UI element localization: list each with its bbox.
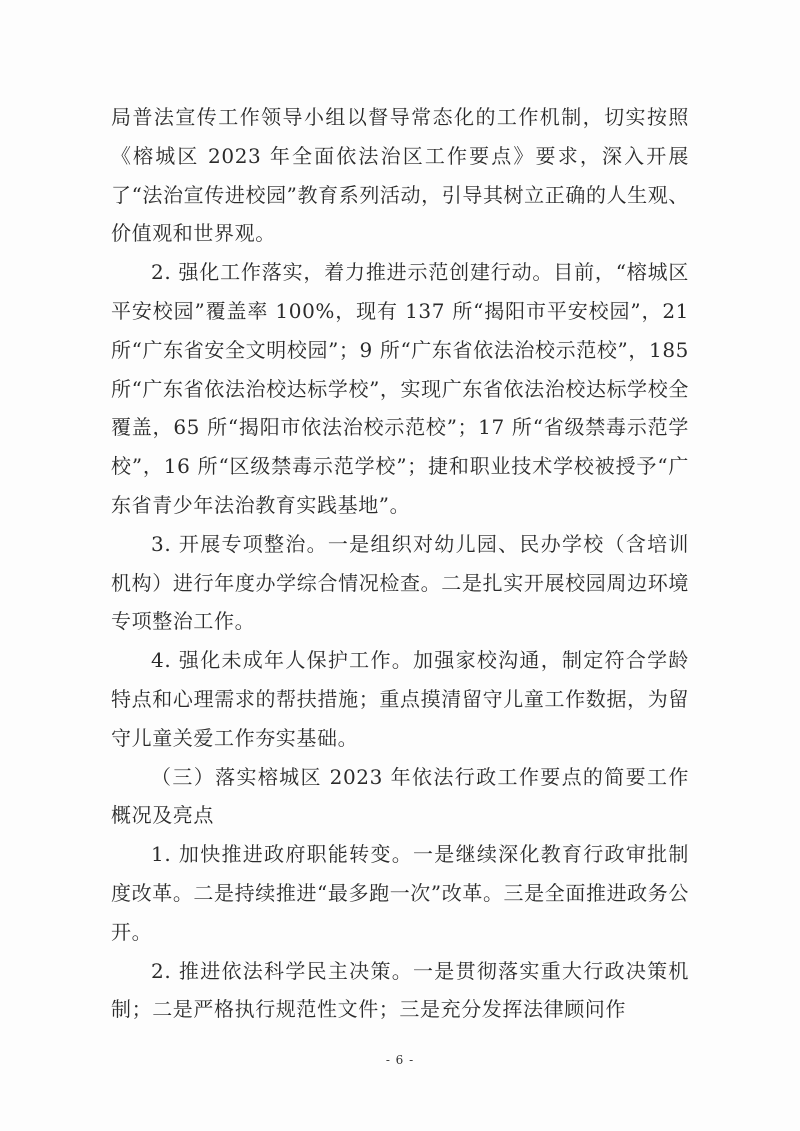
paragraph-demonstration-campaign: 2. 强化工作落实，着力推进示范创建行动。目前，“榕城区平安校园”覆盖率 100%，现有 137 所“揭阳市平安校园”，21 所“广东省安全文明校园”；9 所“广东省依法治校示范校”，185 所“广东省依法治校达标学校”，实现广东省依法治校达标学校全覆盖，65 所“揭阳市依法治校示范校”；17 所“省级禁毒示范学校”，16 所“区级禁毒示范学校”；捷和职业技术学校被授予“广东省青少年法治教育实践基地”。 (111, 260, 689, 517)
paragraph-decision-making: 2. 推进依法科学民主决策。一是贯彻落实重大行政决策机制；二是严格执行规范性文件；三是充分发挥法律顾问作 (111, 958, 689, 1022)
paragraph-minor-protection: 4. 强化未成年人保护工作。加强家校沟通，制定符合学龄特点和心理需求的帮扶措施；重点摸清留守儿童工作数据，为留守儿童关爱工作夯实基础。 (111, 648, 689, 750)
paragraph-special-rectification: 3. 开展专项整治。一是组织对幼儿园、民办学校（含培训机构）进行年度办学综合情况检查。二是扎实开展校园周边环境专项整治工作。 (111, 531, 689, 634)
page-number: - 6 - (385, 1053, 415, 1067)
paragraph-continuation: 局普法宣传工作领导小组以督导常态化的工作机制，切实按照《榕城区 2023 年全面依法治区工作要点》要求，深入开展了“法治宣传进校园”教育系列活动，引导其树立正确的人生观、价值观和世界观。 (111, 105, 689, 246)
paragraph-government-functions: 1. 加快推进政府职能转变。一是继续深化教育行政审批制度改革。二是持续推进“最多跑一次”改革。三是全面推进政务公开。 (111, 842, 689, 944)
section-heading-administration: （三）落实榕城区 2023 年依法行政工作要点的简要工作概况及亮点 (111, 764, 689, 828)
document-body (111, 98, 689, 1029)
